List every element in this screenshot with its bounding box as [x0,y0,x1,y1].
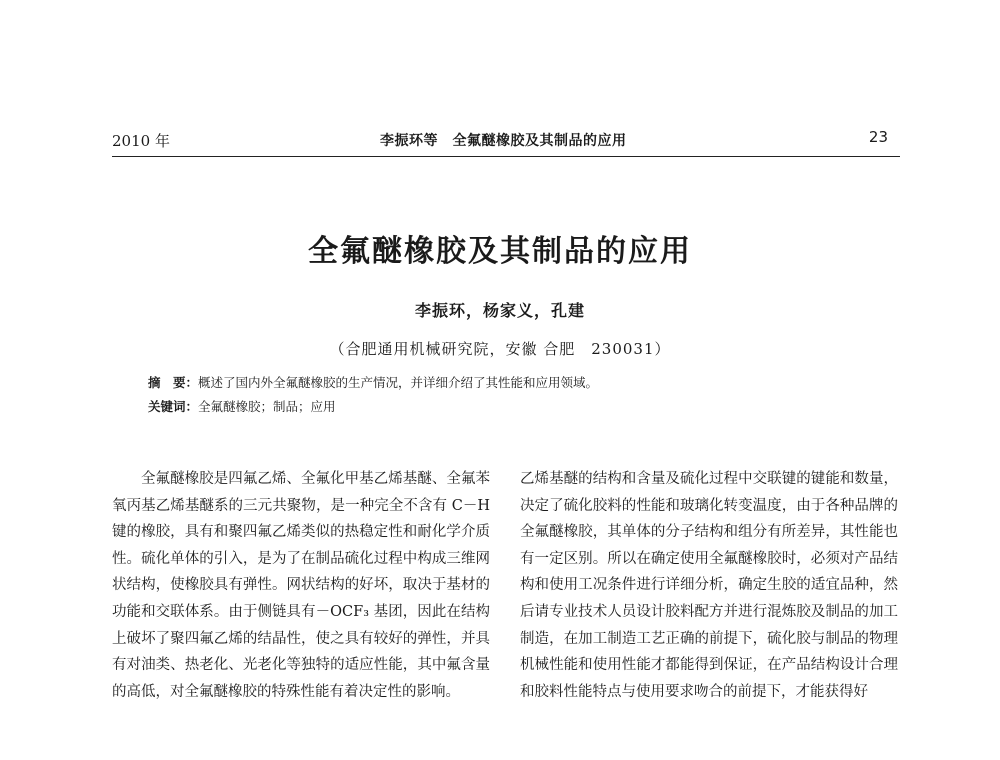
abstract-text: 概述了国内外全氟醚橡胶的生产情况，并详细介绍了其性能和应用领域。 [198,375,599,390]
body-column-right [520,466,898,705]
abstract [148,374,888,392]
affiliation: （合肥通用机械研究院，安徽 合肥 230031） [329,340,671,358]
body-paragraph-continued: 乙烯基醚的结构和含量及硫化过程中交联键的键能和数量，决定了硫化胶料的性能和玻璃化转变温度，由于各种品牌的全氟醚橡胶，其单体的分子结构和组分有所差异，其性能也有一定区别。所以在确定使用全氟醚橡胶时，必须对产品结构和使用工况条件进行详细分析，确定生胶的适宜品种，然后请专业技术人员设计胶料配方并进行混炼胶及制品的加工制造，在加工制造工艺正确的前提下，硫化胶与制品的物理机械性能和使用性能才都能得到保证，在产品结构设计合理和胶料性能特点与使用要求吻合的前提下，才能获得好 [520,471,898,700]
body-column-left [112,466,490,705]
article-title: 全氟醚橡胶及其制品的应用 [308,234,692,269]
page-number: 23 [868,128,888,146]
keywords [148,398,888,416]
keywords-label: 关键词： [148,399,199,414]
abstract-label: 摘 要： [148,375,199,390]
keywords-text: 全氟醚橡胶；制品；应用 [198,399,336,414]
author-list: 李振环，杨家义，孔建 [414,301,585,320]
running-title: 李振环等 全氟醚橡胶及其制品的应用 [380,133,627,149]
body-paragraph: 全氟醚橡胶是四氟乙烯、全氟化甲基乙烯基醚、全氟苯氧丙基乙烯基醚系的三元共聚物，是一种完全不含有 C－H 键的橡胶，具有和聚四氟乙烯类似的热稳定性和耐化学介质性。硫化单体的引入，是为了在制品硫化过程中构成三维网状结构，使橡胶具有弹性。网状结构的好坏，取决于基材的功能和交联体系。由于侧链具有－OCF₃ 基团，因此在结构上破坏了聚四氟乙烯的结晶性，使之具有较好的弹性，并具有对油类、热老化、光老化等独特的适应性能，其中氟含量的高低，对全氟醚橡胶的特殊性能有着决定性的影响。 [112,471,490,700]
header-year: 2010 年 [112,132,170,150]
running-header [112,128,900,157]
